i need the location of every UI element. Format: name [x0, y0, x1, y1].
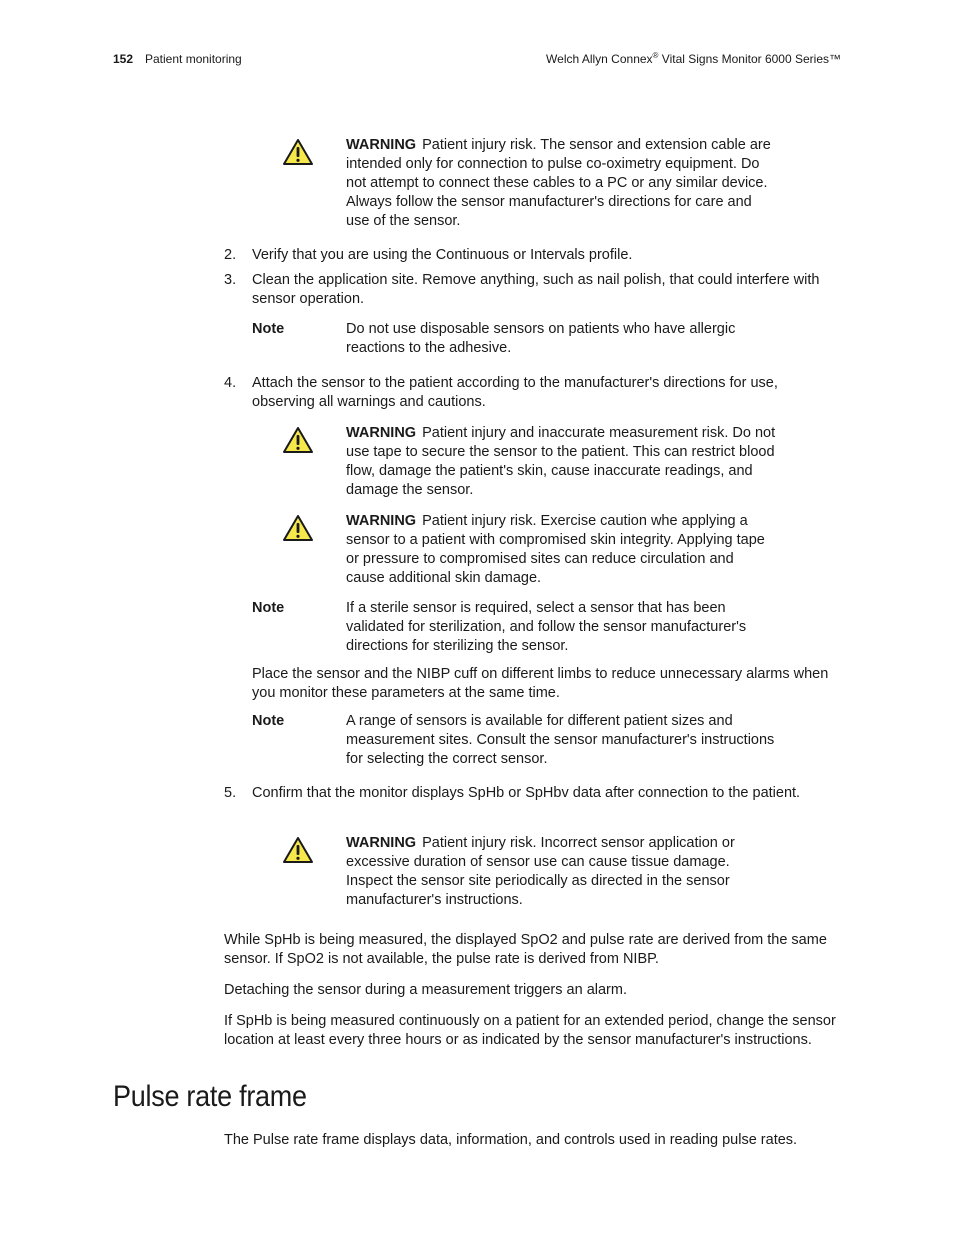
- step-text: Clean the application site. Remove anything, such as nail polish, that could interfere with sensor operation.: [252, 272, 820, 307]
- warning-block: [346, 424, 776, 500]
- running-section-title: Patient monitoring: [145, 52, 242, 66]
- warning-text: Patient injury risk. Incorrect sensor application or excessive duration of sensor use can cause tissue damage. Inspect the sensor site periodically as directed in the sensor manufacturer's instructions.: [346, 835, 735, 908]
- warning-text: Patient injury and inaccurate measurement risk. Do not use tape to secure the sensor to the patient. This can restrict blood flow, damage the patient's skin, cause inaccurate readings, and damage the sensor.: [346, 425, 776, 498]
- running-document-title: [546, 52, 841, 66]
- body-paragraph: Detaching the sensor during a measurement triggers an alarm.: [224, 982, 627, 998]
- registered-mark: ®: [652, 51, 659, 60]
- step-number: 4.: [224, 375, 237, 391]
- section-intro-paragraph: The Pulse rate frame displays data, information, and controls used in reading pulse rates.: [224, 1132, 798, 1148]
- title-prefix: Welch Allyn Connex: [546, 52, 653, 66]
- title-suffix: Vital Signs Monitor 6000 Series™: [658, 52, 841, 66]
- section-heading: Pulse rate frame: [113, 1080, 307, 1113]
- warning-triangle-icon: [282, 836, 314, 864]
- warning-text: Patient injury risk. Exercise caution whe applying a sensor to a patient with compromised skin integrity. Applying tape or pressure to compromised sites can reduce circulation and cause additional skin damage.: [346, 513, 765, 586]
- step-number: 2.: [224, 247, 237, 263]
- note-text: A range of sensors is available for different patient sizes and measurement sites. Consult the sensor manufacturer's instructions for selecting the correct sensor.: [346, 713, 775, 767]
- warning-triangle-icon: [282, 514, 314, 542]
- step-text: Verify that you are using the Continuous or Intervals profile.: [252, 247, 633, 263]
- body-paragraph: If SpHb is being measured continuously on a patient for an extended period, change the sensor location at least every three hours or as indicated by the sensor manufacturer's instructions.: [224, 1013, 836, 1048]
- step-number: 5.: [224, 785, 237, 801]
- step-text: Confirm that the monitor displays SpHb or SpHbv data after connection to the patient.: [252, 785, 801, 801]
- note-text: If a sterile sensor is required, select a sensor that has been validated for sterilization, and follow the sensor manufacturer's directions for sterilizing the sensor.: [346, 600, 747, 654]
- warning-block: [346, 136, 776, 231]
- placement-paragraph: Place the sensor and the NIBP cuff on different limbs to reduce unnecessary alarms when you monitor these parameters at the same time.: [252, 666, 829, 701]
- warning-label: WARNING: [346, 137, 417, 153]
- warning-label: WARNING: [346, 513, 417, 529]
- warning-triangle-icon: [282, 138, 314, 166]
- note-label: Note: [252, 600, 285, 616]
- step-text: Attach the sensor to the patient according to the manufacturer's directions for use, observing all warnings and cautions.: [252, 375, 778, 410]
- warning-triangle-icon: [282, 426, 314, 454]
- step-number: 3.: [224, 272, 237, 288]
- warning-label: WARNING: [346, 835, 417, 851]
- note-label: Note: [252, 321, 285, 337]
- note-text: Do not use disposable sensors on patients who have allergic reactions to the adhesive.: [346, 321, 736, 356]
- warning-block: [346, 834, 776, 910]
- warning-block: [346, 512, 776, 588]
- body-paragraph: While SpHb is being measured, the displayed SpO2 and pulse rate are derived from the same sensor. If SpO2 is not available, the pulse rate is derived from NIBP.: [224, 932, 827, 967]
- warning-text: Patient injury risk. The sensor and extension cable are intended only for connection to pulse co-oximetry equipment. Do not attempt to connect these cables to a PC or any similar device. Always follow the sensor manufacturer's directions for care and use of the sensor.: [346, 137, 771, 229]
- note-label: Note: [252, 713, 285, 729]
- warning-label: WARNING: [346, 425, 417, 441]
- page-number: 152: [113, 52, 134, 66]
